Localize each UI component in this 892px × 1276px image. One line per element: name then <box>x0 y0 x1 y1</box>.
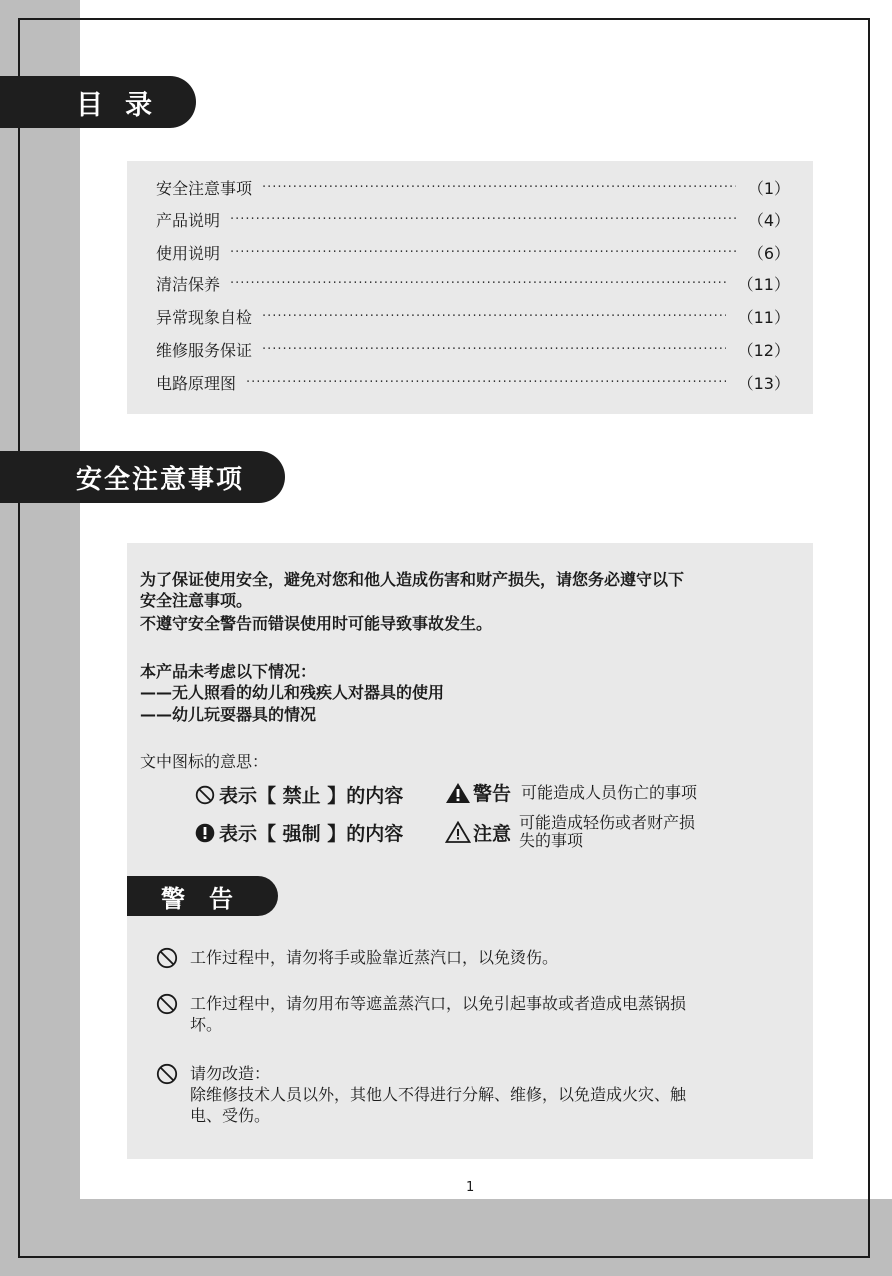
safety-box <box>127 543 813 1159</box>
prohibit-icon <box>195 785 215 805</box>
toc-page: （12） <box>737 340 790 360</box>
warning-text: 电、受伤。 <box>190 1106 271 1125</box>
toc-leader-dots <box>230 212 736 227</box>
legend-prohibit-text: 表示【 禁止 】的内容 <box>219 785 404 807</box>
toc-row[interactable] <box>156 208 790 230</box>
warning-text: 除维修技术人员以外，其他人不得进行分解、维修，以免造成火灾、触 <box>190 1085 687 1104</box>
safety-heading <box>0 451 285 503</box>
intro-line: 为了保证使用安全，避免对您和他人造成伤害和财产损失，请您务必遵守以下 <box>140 570 685 589</box>
toc-row[interactable] <box>156 338 790 360</box>
legend-warning-desc: 可能造成人员伤亡的事项 <box>521 782 698 802</box>
toc-page: （13） <box>737 373 790 393</box>
warning-item <box>156 1063 796 1126</box>
intro-line: 不遵守安全警告而错误使用时可能导致事故发生。 <box>140 614 493 633</box>
toc-heading-text: 目录 <box>76 89 174 121</box>
toc-title: 安全注意事项 <box>156 178 253 198</box>
toc-leader-dots <box>230 245 736 260</box>
toc-row[interactable] <box>156 176 790 198</box>
not-considered-title: 本产品未考虑以下情况： <box>140 662 317 681</box>
toc-leader-dots <box>230 276 726 291</box>
legend-prohibit <box>195 781 403 808</box>
toc-title: 维修服务保证 <box>156 340 253 360</box>
prohibit-icon <box>156 1063 178 1085</box>
warning-item <box>156 993 796 1035</box>
legend-title: 文中图标的意思： <box>140 752 269 771</box>
legend-caution-label: 注意 <box>473 822 512 845</box>
warning-heading-text: 警告 <box>161 884 257 913</box>
toc-row[interactable] <box>156 241 790 263</box>
page-number: 1 <box>466 1180 475 1195</box>
toc-leader-dots <box>262 342 726 357</box>
toc-row[interactable] <box>156 272 790 294</box>
toc-leader-dots <box>262 309 726 324</box>
legend-warning <box>445 779 697 806</box>
legend-mandatory <box>195 819 403 846</box>
toc-title: 产品说明 <box>156 210 221 230</box>
warning-text: 坏。 <box>190 1015 223 1034</box>
not-considered-item: ——无人照看的幼儿和残疾人对器具的使用 <box>140 683 445 702</box>
prohibit-icon <box>156 993 178 1015</box>
toc-page: （11） <box>737 307 790 327</box>
warning-text: 请勿改造： <box>190 1064 271 1083</box>
toc-row[interactable] <box>156 371 790 393</box>
toc-title: 使用说明 <box>156 243 221 263</box>
safety-heading-text: 安全注意事项 <box>76 464 245 495</box>
intro-line: 安全注意事项。 <box>140 591 253 610</box>
mandatory-icon <box>195 823 215 843</box>
toc-leader-dots <box>262 180 736 195</box>
toc-title: 异常现象自检 <box>156 307 253 327</box>
caution-triangle-icon <box>445 821 471 843</box>
warning-triangle-icon <box>445 782 471 804</box>
toc-title: 清洁保养 <box>156 274 221 294</box>
legend-warning-label: 警告 <box>473 783 512 805</box>
legend-caution-desc <box>519 814 695 850</box>
toc-title: 电路原理图 <box>156 373 237 393</box>
warning-text: 工作过程中，请勿用布等遮盖蒸汽口，以免引起事故或者造成电蒸锅损 <box>190 994 687 1013</box>
toc-leader-dots <box>246 375 726 390</box>
prohibit-icon <box>156 947 178 969</box>
legend-caution-desc-line: 可能造成轻伤或者财产损 <box>519 813 696 832</box>
warning-item <box>156 947 796 969</box>
toc-heading <box>0 76 196 128</box>
toc-page: （11） <box>737 274 790 294</box>
toc-row[interactable] <box>156 305 790 327</box>
legend-mandatory-text: 表示【 强制 】的内容 <box>219 823 404 845</box>
warning-text: 工作过程中，请勿将手或脸靠近蒸汽口，以免烫伤。 <box>190 948 559 967</box>
not-considered-item: ——幼儿玩耍器具的情况 <box>140 705 317 724</box>
legend-caution-desc-line: 失的事项 <box>519 831 584 850</box>
toc-box <box>127 161 813 414</box>
toc-page: （1） <box>747 178 790 198</box>
toc-page: （4） <box>747 210 790 230</box>
toc-page: （6） <box>747 243 790 263</box>
legend-caution <box>445 814 695 850</box>
warning-heading <box>127 876 278 916</box>
